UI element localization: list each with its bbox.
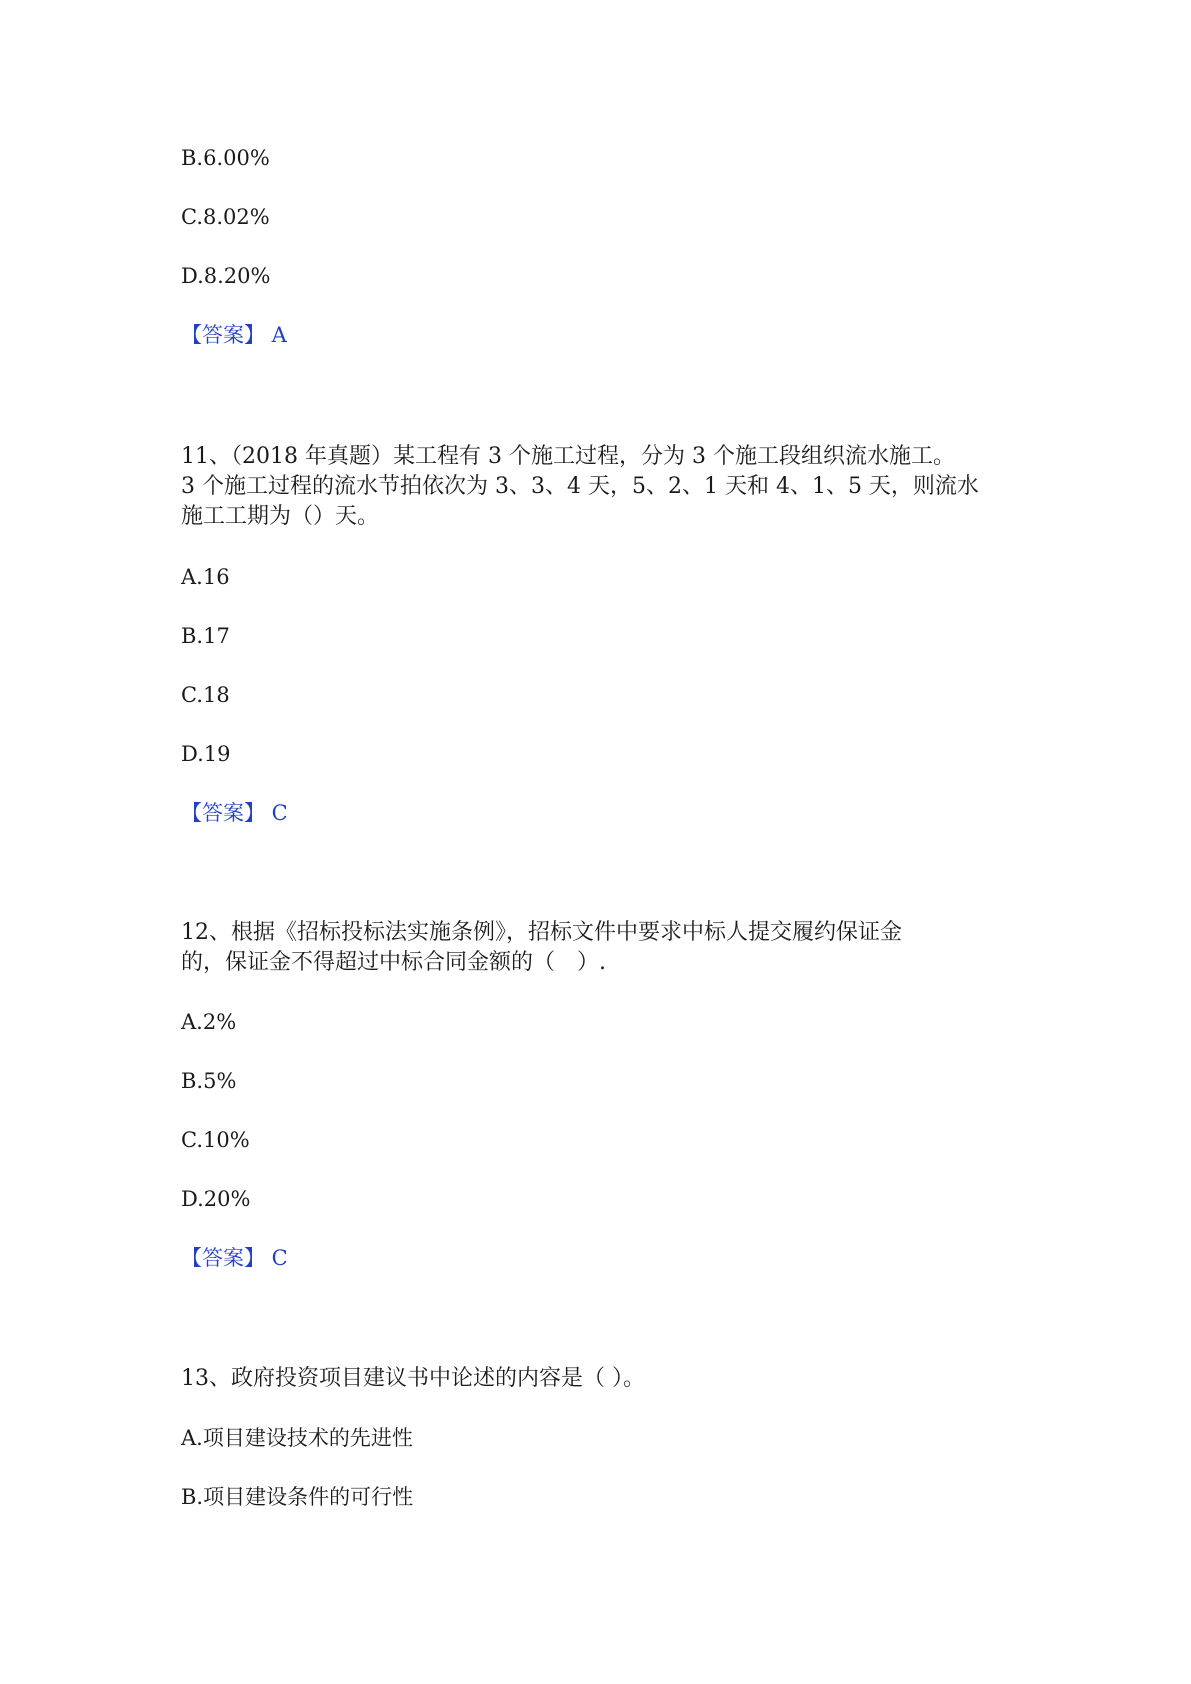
question-text-line: 施工工期为（）天。: [181, 504, 380, 529]
option-a: A.16: [181, 565, 230, 589]
answer-label: 【答案】 A: [181, 323, 287, 347]
answer-label: 【答案】 C: [181, 801, 288, 825]
question-text-line: 11、（2018 年真题）某工程有 3 个施工过程，分为 3 个施工段组织流水施工。: [181, 444, 955, 469]
option-c: C.10%: [181, 1128, 250, 1152]
option-c: C.8.02%: [181, 205, 270, 229]
question-text-line: 13、政府投资项目建议书中论述的内容是（ ）。: [181, 1366, 645, 1391]
option-d: D.20%: [181, 1187, 251, 1211]
option-a: A.项目建设技术的先进性: [181, 1426, 413, 1450]
question-text-line: 的，保证金不得超过中标合同金额的（ ）.: [181, 950, 606, 975]
option-a: A.2%: [181, 1010, 237, 1034]
answer-label: 【答案】 C: [181, 1246, 288, 1270]
option-d: D.8.20%: [181, 264, 271, 288]
option-b: B.5%: [181, 1069, 237, 1093]
option-b: B.6.00%: [181, 146, 270, 170]
question-text-line: 12、根据《招标投标法实施条例》，招标文件中要求中标人提交履约保证金: [181, 920, 902, 945]
option-b: B.17: [181, 624, 230, 648]
question-text-line: 3 个施工过程的流水节拍依次为 3、3、4 天，5、2、1 天和 4、1、5 天，则流水: [181, 474, 979, 499]
option-b: B.项目建设条件的可行性: [181, 1485, 414, 1509]
option-d: D.19: [181, 742, 231, 766]
option-c: C.18: [181, 683, 230, 707]
